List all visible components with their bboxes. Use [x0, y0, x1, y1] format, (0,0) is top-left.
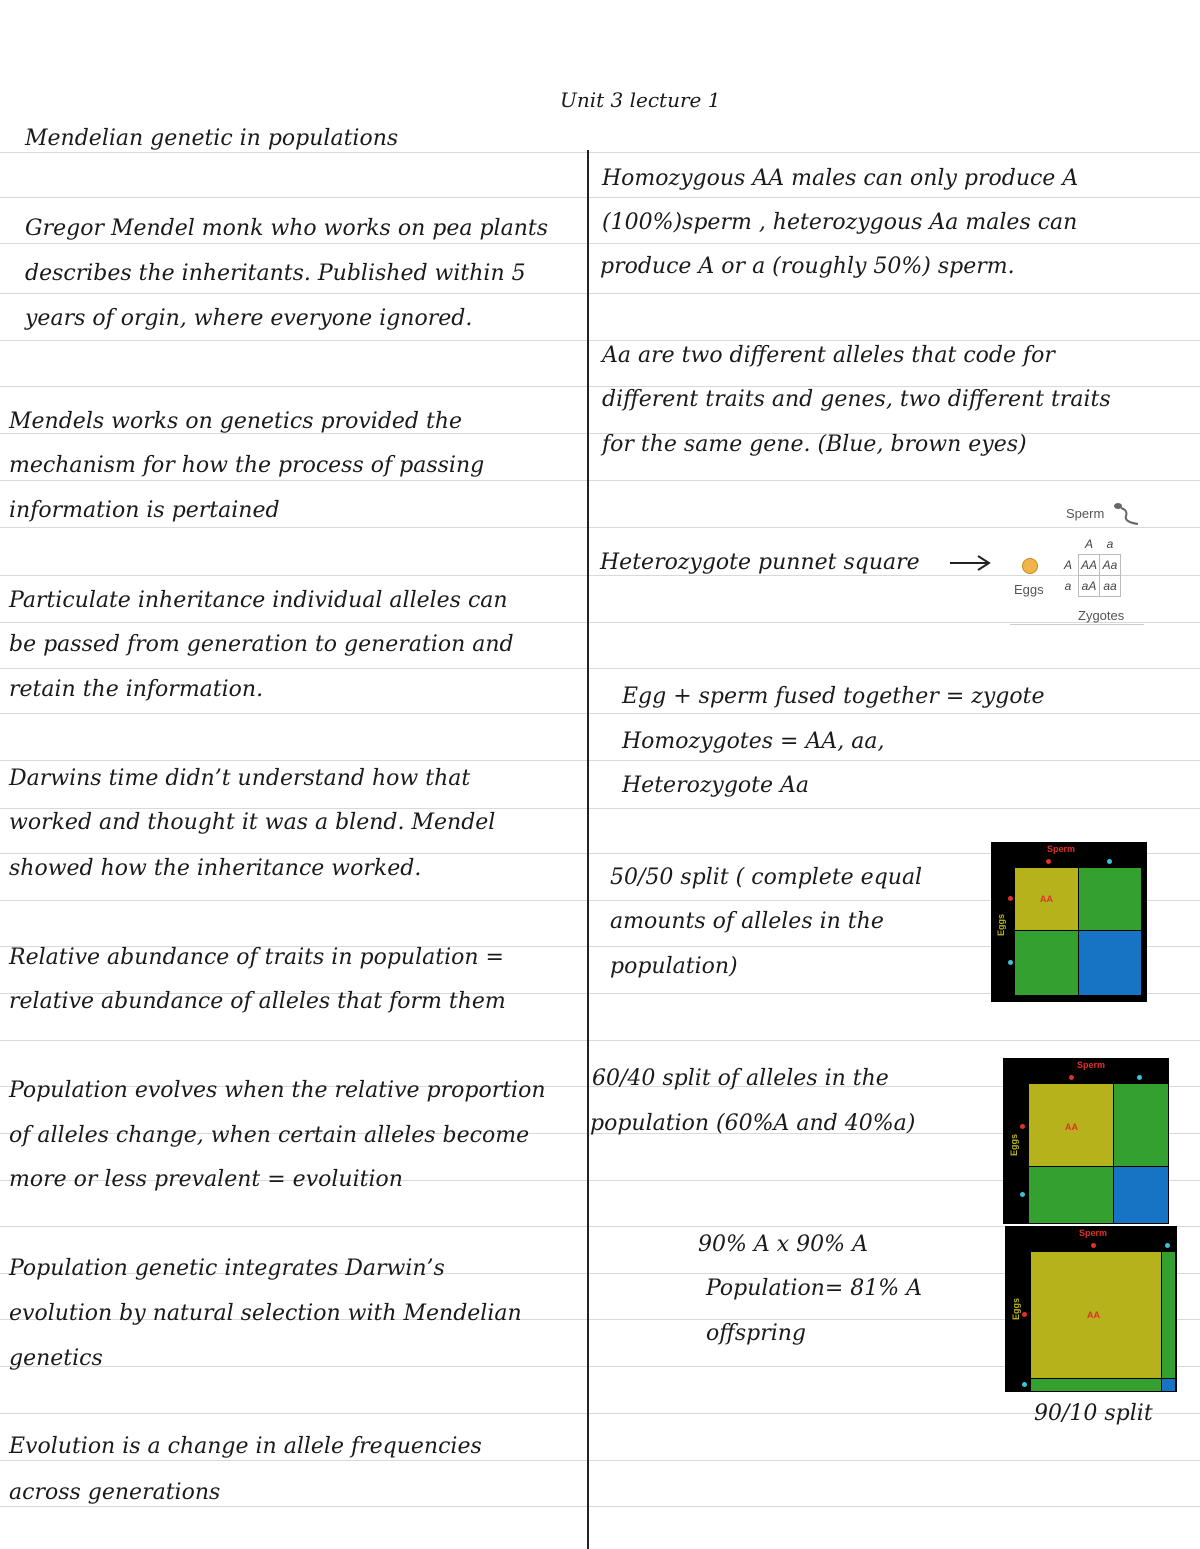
punnett-square-figure [1010, 500, 1144, 628]
genotype-label: AA [1087, 1310, 1100, 1320]
column-divider [587, 150, 589, 1549]
note-line: across generations [9, 1480, 221, 1505]
split-label: 90/10 split [1034, 1401, 1153, 1426]
sperm-label: Sperm [1047, 844, 1076, 854]
note-line: of alleles change, when certain alleles become [9, 1123, 530, 1148]
note-line: population) [610, 954, 738, 979]
note-line: relative abundance of alleles that form them [9, 989, 506, 1014]
note-line: 50/50 split ( complete equal [610, 865, 923, 890]
note-line: evolution by natural selection with Mendelian [9, 1301, 522, 1326]
note-line: amounts of alleles in the [610, 909, 884, 934]
note-line: different traits and genes, two different traits [602, 387, 1111, 412]
note-line: information is pertained [9, 498, 280, 523]
row-header: a [1064, 579, 1072, 593]
note-line: years of orgin, where everyone ignored. [25, 306, 473, 331]
note-line: Heterozygote Aa [622, 773, 810, 798]
col-header: a [1106, 537, 1114, 551]
note-line: for the same gene. (Blue, brown eyes) [602, 432, 1027, 457]
page-heading: Mendelian genetic in populations [25, 126, 399, 151]
genotype-label: AA [1040, 894, 1053, 904]
note-line: Aa are two different alleles that code for [602, 343, 1055, 368]
page-title: Unit 3 lecture 1 [560, 88, 721, 112]
allele-square-50-50 [991, 842, 1147, 1002]
note-line: offspring [706, 1321, 807, 1346]
note-line: genetics [9, 1346, 103, 1371]
zygotes-label: Zygotes [1078, 608, 1125, 623]
note-line: Evolution is a change in allele frequencies [9, 1434, 482, 1459]
note-line: showed how the inheritance worked. [9, 856, 422, 881]
note-line: Particulate inheritance individual alleles can [9, 588, 508, 613]
note-line: Population= 81% A [706, 1276, 923, 1301]
note-line: describes the inheritants. Published within 5 [25, 261, 526, 286]
allele-square-60-40 [1003, 1058, 1169, 1224]
eggs-label: Eggs [1014, 582, 1044, 597]
note-line: Darwins time didn’t understand how that [9, 766, 471, 791]
sperm-label: Sperm [1079, 1228, 1108, 1238]
note-line: population (60%A and 40%a) [590, 1111, 916, 1136]
note-line: retain the information. [9, 677, 264, 702]
note-line: Heterozygote punnet square [600, 550, 920, 575]
eggs-label: Eggs [1009, 1133, 1020, 1157]
note-line: Homozygous AA males can only produce A [602, 166, 1079, 191]
sperm-label: Sperm [1077, 1060, 1106, 1070]
note-line: worked and thought it was a blend. Mendel [9, 810, 496, 835]
sperm-icon [1112, 500, 1142, 528]
genotype-label: AA [1065, 1122, 1078, 1132]
note-line: Egg + sperm fused together = zygote [622, 684, 1045, 709]
egg-icon [1022, 558, 1038, 574]
note-line: Relative abundance of traits in population = [9, 945, 504, 970]
note-line: mechanism for how the process of passing [9, 453, 485, 478]
note-line: 90% A x 90% A [698, 1232, 868, 1257]
eggs-label: Eggs [996, 913, 1007, 937]
col-header: A [1084, 537, 1093, 551]
note-line: be passed from generation to generation and [9, 632, 514, 657]
note-line: Mendels works on genetics provided the [9, 409, 463, 434]
note-line: (100%)sperm , heterozygous Aa males can [602, 210, 1078, 235]
eggs-label: Eggs [1011, 1297, 1022, 1321]
right-arrow-icon [948, 548, 992, 578]
allele-square-90-10 [1005, 1226, 1177, 1392]
genotype-cell: Aa [1100, 555, 1121, 576]
sperm-label: Sperm [1066, 506, 1105, 521]
note-line: produce A or a (roughly 50%) sperm. [600, 254, 1015, 279]
note-line: Homozygotes = AA, aa, [622, 729, 885, 754]
note-line: Population evolves when the relative proportion [9, 1078, 546, 1103]
note-line: more or less prevalent = evoluition [9, 1167, 403, 1192]
genotype-cell: AA [1079, 555, 1100, 576]
genotype-cell: aa [1100, 576, 1121, 597]
punnett-table [1058, 534, 1121, 597]
note-line: Gregor Mendel monk who works on pea plants [25, 216, 548, 241]
genotype-cell: aA [1079, 576, 1100, 597]
note-line: 60/40 split of alleles in the [592, 1066, 889, 1091]
row-header: A [1063, 558, 1072, 572]
note-line: Population genetic integrates Darwin’s [9, 1256, 445, 1281]
